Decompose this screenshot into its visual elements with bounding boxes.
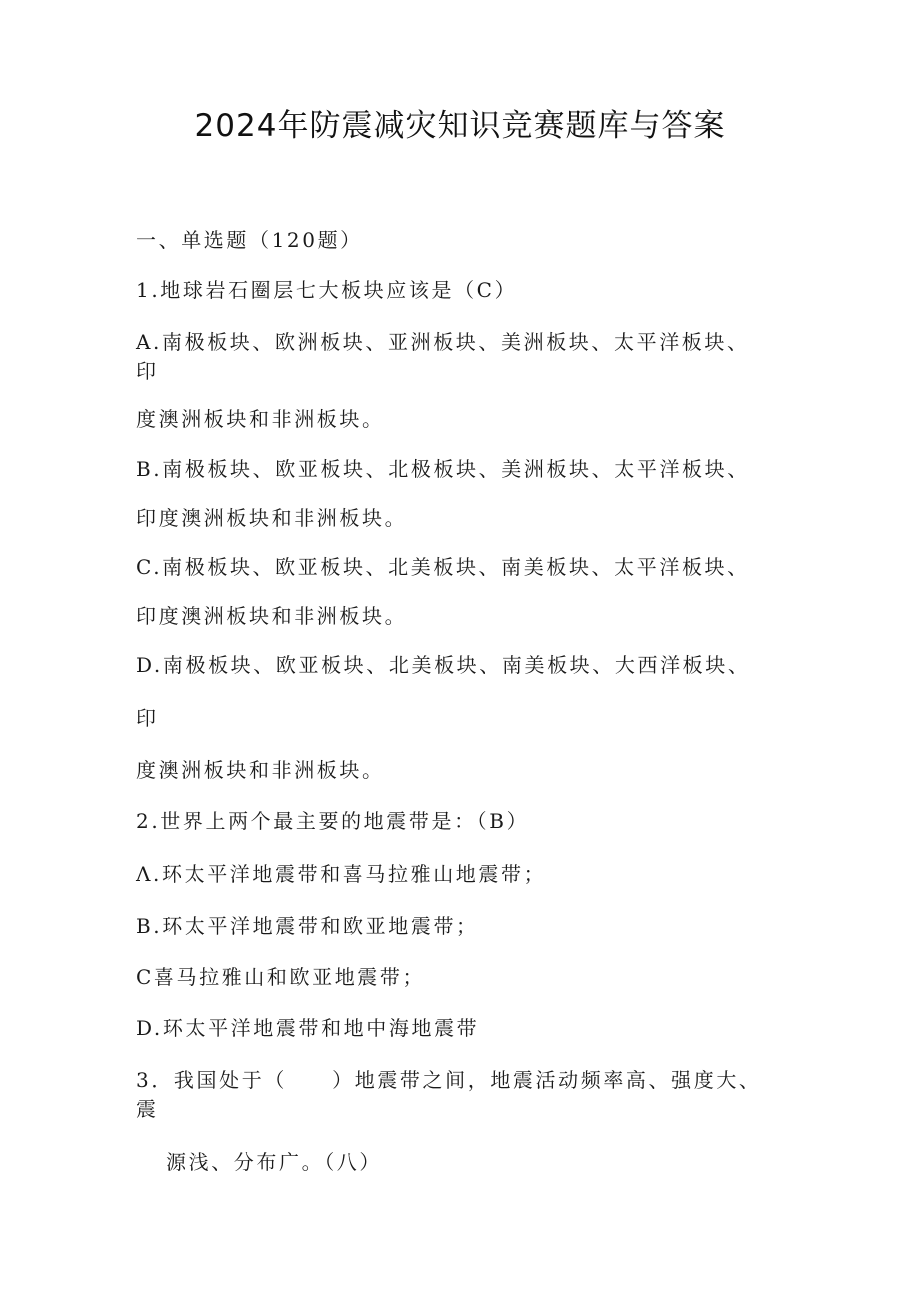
question-2-option-a: Λ.环太平洋地震带和喜马拉雅山地震带； [136,862,547,886]
question-3-stem-line-3: 源浅、分布广。（八） [166,1150,382,1174]
question-2-option-b: B.环太平洋地震带和欧亚地震带； [136,914,479,938]
question-1-option-a-line-2: 印 [136,359,159,383]
question-1-option-a-line-1: A.南极板块、欧洲板块、亚洲板块、美洲板块、太平洋板块、 [136,330,750,354]
question-1-option-d-line-1: D.南极板块、欧亚板块、北美板块、南美板块、大西洋板块、 [136,653,751,677]
question-2-stem: 2.世界上两个最主要的地震带是：（B） [136,809,530,833]
document-title: 2024年防震减灾知识竞赛题库与答案 [194,108,726,144]
question-1-option-c-line-2: 印度澳洲板块和非洲板块。 [136,604,408,628]
question-1-option-d-line-2: 印 [136,706,159,730]
question-3-stem-line-1: 3．我国处于（ ）地震带之间，地震活动频率高、强度大、 [136,1068,762,1092]
section-heading: 一、单选题（120题） [136,228,363,252]
question-1-stem: 1.地球岩石圈层七大板块应该是（C） [136,278,518,302]
question-1-option-b-line-2: 印度澳洲板块和非洲板块。 [136,506,408,530]
question-2-option-d: D.环太平洋地震带和地中海地震带 [136,1016,480,1040]
question-1-option-a-line-3: 度澳洲板块和非洲板块。 [136,407,385,431]
question-2-option-c: C喜马拉雅山和欧亚地震带； [136,965,426,989]
question-1-option-b-line-1: B.南极板块、欧亚板块、北极板块、美洲板块、太平洋板块、 [136,457,750,481]
question-1-option-c-line-1: C.南极板块、欧亚板块、北美板块、南美板块、太平洋板块、 [136,555,750,579]
question-3-stem-line-2: 震 [136,1097,159,1121]
question-1-option-d-line-3: 度澳洲板块和非洲板块。 [136,758,385,782]
